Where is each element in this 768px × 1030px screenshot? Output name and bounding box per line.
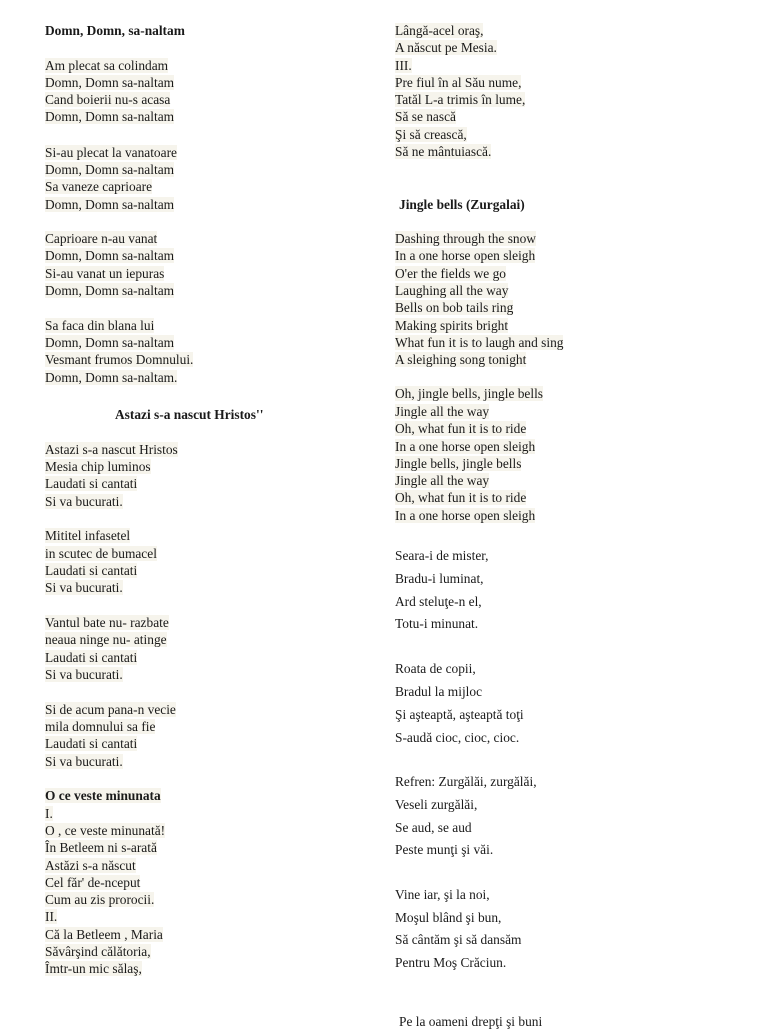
lyric-line: Cum au zis prorocii. [45,892,155,907]
lyric-line: Laudati si cantati [45,736,138,751]
lyric-line: Bradul la mijloc [395,684,483,699]
lyric-line: Se aud, se aud [395,820,472,835]
lyric-line: Vine iar, şi la noi, [395,887,490,902]
lyric-line: Astazi s-a nascut Hristos [45,442,178,457]
lyric-line: Oh, jingle bells, jingle bells [395,386,544,401]
lyric-line: Lângă-acel oraş, [395,23,484,38]
lyric-line: Seara-i de mister, [395,548,489,563]
lyric-line: Pre fiul în al Său nume, [395,75,522,90]
lyric-line: Dashing through the snow [395,231,536,246]
song-title-astazi: Astazi s-a nascut Hristos'' [115,407,264,422]
lyric-line: Îmtr-un mic sălaş, [45,961,142,976]
lyric-line: Că la Betleem , Maria [45,927,163,942]
lyric-line: What fun it is to laugh and sing [395,335,564,350]
lyric-line: In a one horse open sleigh [395,508,536,523]
lyric-line: Jingle all the way [395,404,490,419]
lyric-line: I. [45,806,53,821]
lyric-line: Jingle bells, jingle bells [395,456,522,471]
lyric-line: O'er the fields we go [395,266,506,281]
lyric-line: Cel făr' de-nceput [45,875,141,890]
lyric-line: În Betleem ni s-arată [45,840,157,855]
lyric-line: Să ne mântuiască. [395,144,492,159]
lyric-line: Laudati si cantati [45,476,138,491]
lyric-line: Refren: Zurgălăi, zurgălăi, [395,774,537,789]
lyric-line: Domn, Domn sa-naltam [45,162,175,177]
lyric-line: Vesmant frumos Domnului. [45,352,194,367]
lyric-line: In a one horse open sleigh [395,439,536,454]
lyric-line: Roata de copii, [395,661,476,676]
lyric-line: Totu-i minunat. [395,616,479,631]
lyric-line: Si va bucurati. [45,667,123,682]
lyric-line: Making spirits bright [395,318,509,333]
lyric-line: Laughing all the way [395,283,509,298]
lyric-line: Sa faca din blana lui [45,318,155,333]
lyric-line: Domn, Domn sa-naltam [45,283,175,298]
lyric-line: Domn, Domn sa-naltam [45,248,175,263]
lyric-line: Oh, what fun it is to ride [395,490,527,505]
lyric-line: Mititel infasetel [45,528,131,543]
lyric-line: Ard steluţe-n el, [395,594,482,609]
lyric-line: Domn, Domn sa-naltam [45,75,175,90]
lyric-line: Să cântăm şi să dansăm [395,932,522,947]
lyric-line: Bells on bob tails ring [395,300,514,315]
song-title-jingle-bells: Jingle bells (Zurgalai) [399,197,525,212]
lyric-line: Vantul bate nu- razbate [45,615,169,630]
lyric-line: Oh, what fun it is to ride [395,421,527,436]
lyric-line: Laudati si cantati [45,563,138,578]
lyric-line: Domn, Domn sa-naltam [45,335,175,350]
lyric-line: In a one horse open sleigh [395,248,536,263]
lyric-line: neaua ninge nu- atinge [45,632,167,647]
lyric-line: Si-au vanat un iepuras [45,266,165,281]
lyric-line: Domn, Domn sa-naltam. [45,370,178,385]
lyric-line: II. [45,909,58,924]
lyric-line: Şi aşteaptă, aşteaptă toţi [395,707,524,722]
lyric-line: Domn, Domn sa-naltam [45,197,175,212]
lyric-line-cut-off: Pe la oameni drepţi şi buni [399,1014,543,1029]
lyric-line: in scutec de bumacel [45,546,157,561]
lyric-line: Si-au plecat la vanatoare [45,145,177,160]
lyric-line: Caprioare n-au vanat [45,231,158,246]
lyric-line: Domn, Domn sa-naltam [45,109,175,124]
lyric-line: Mesia chip luminos [45,459,151,474]
lyric-line: Săvârşind călătoria, [45,944,151,959]
lyric-line: Si va bucurati. [45,580,123,595]
lyric-line: Am plecat sa colindam [45,58,169,73]
lyric-line: Să se nască [395,109,456,124]
song-title-domn: Domn, Domn, sa-naltam [45,23,185,38]
lyric-line: Astăzi s-a născut [45,858,136,873]
lyric-line: Jingle all the way [395,473,490,488]
lyric-line: III. [395,58,412,73]
lyric-line: Laudati si cantati [45,650,138,665]
lyric-line: Tatăl L-a trimis în lume, [395,92,526,107]
lyric-line: O , ce veste minunată! [45,823,166,838]
lyric-line: Şi să crească, [395,127,467,142]
lyric-line: Bradu-i luminat, [395,571,484,586]
lyric-line: A sleighing song tonight [395,352,527,367]
lyric-line: Si va bucurati. [45,494,123,509]
lyric-line: S-audă cioc, cioc, cioc. [395,730,520,745]
lyric-line: mila domnului sa fie [45,719,156,734]
lyric-line: A născut pe Mesia. [395,40,497,55]
lyric-line: Sa vaneze caprioare [45,179,153,194]
song-title-o-ce-veste: O ce veste minunata [45,788,161,803]
lyric-line: Si va bucurati. [45,754,123,769]
lyric-line: Peste munţi şi văi. [395,842,494,857]
lyric-line: Cand boierii nu-s acasa [45,92,171,107]
lyric-line: Veseli zurgălăi, [395,797,478,812]
lyric-line: Pentru Moş Crăciun. [395,955,507,970]
lyric-line: Si de acum pana-n vecie [45,702,176,717]
lyric-line: Moşul blând şi bun, [395,910,502,925]
